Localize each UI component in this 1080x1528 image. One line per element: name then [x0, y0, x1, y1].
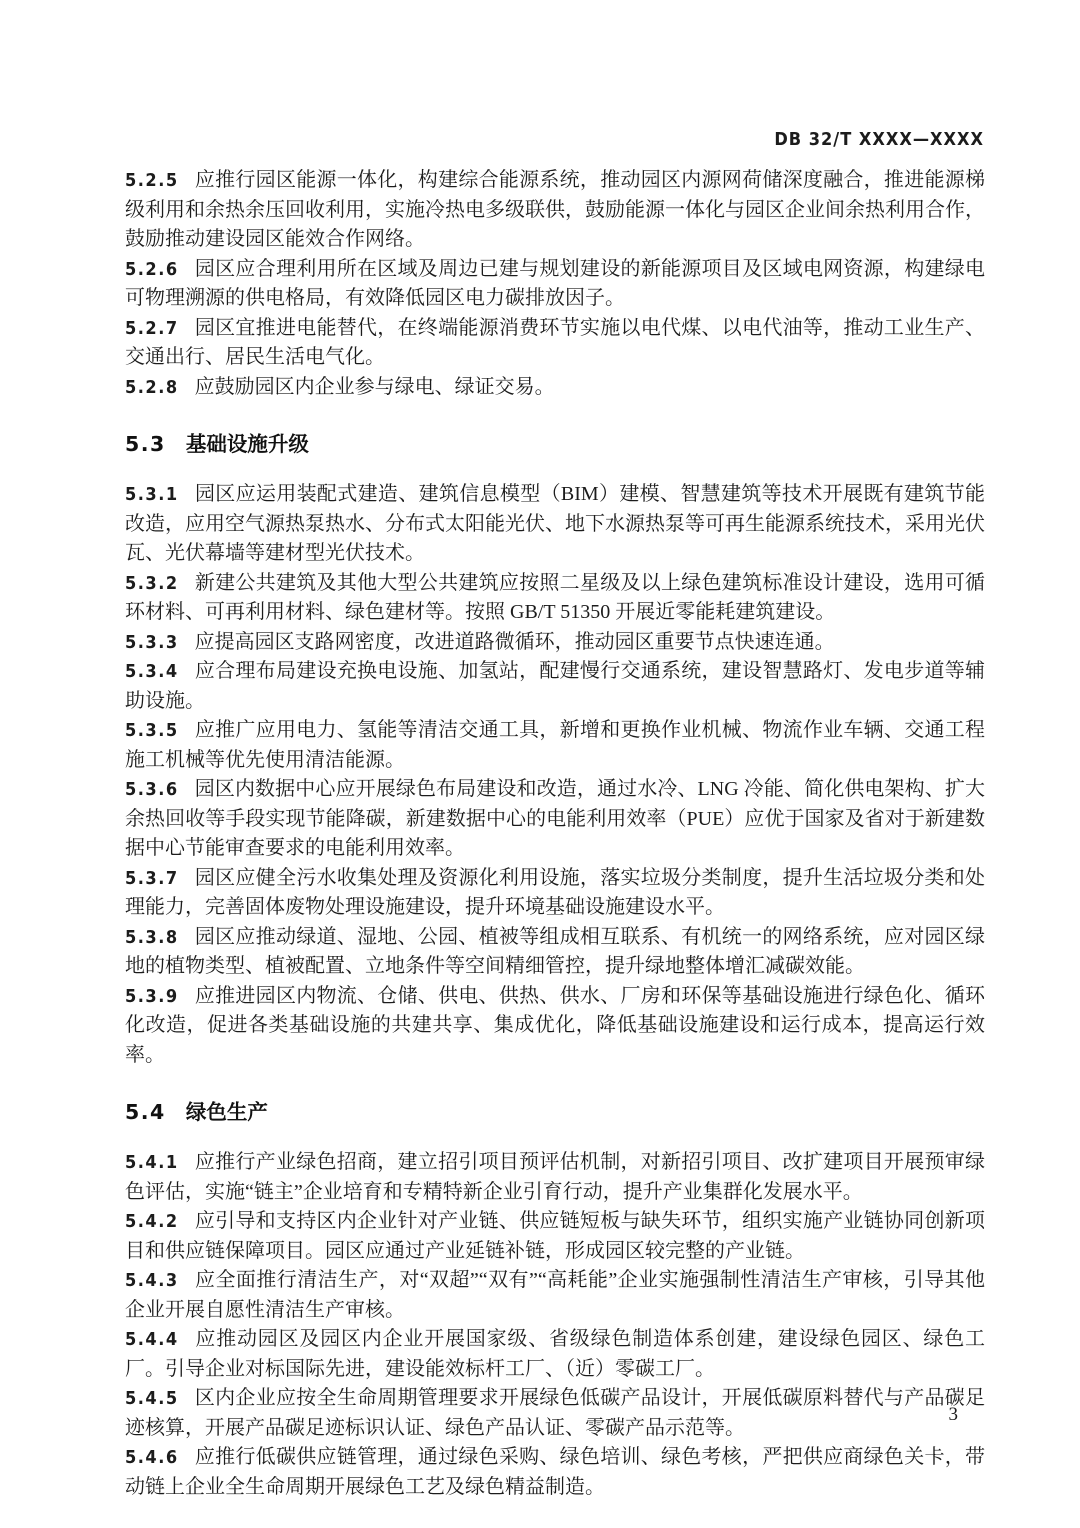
clause-number: 5.4.2 [125, 1211, 179, 1232]
clause-number: 5.4.3 [125, 1270, 179, 1291]
clause-text: 应推进园区内物流、仓储、供电、供热、供水、厂房和环保等基础设施进行绿色化、循环化改造，促进各类基础设施的共建共享、集成优化，降低基础设施建设和运行成本，提高运行效率。 [125, 984, 985, 1066]
clause-number: 5.3.1 [125, 484, 179, 505]
clause-text: 应引导和支持区内企业针对产业链、供应链短板与缺失环节，组织实施产业链协同创新项目和供应链保障项目。园区应通过产业延链补链，形成园区较完整的产业链。 [125, 1210, 985, 1262]
clause-number: 5.3.3 [125, 631, 179, 653]
clause-text: 应推行低碳供应链管理，通过绿色采购、绿色培训、绿色考核，严把供应商绿色关卡，带动链上企业全生命周期开展绿色工艺及绿色精益制造。 [125, 1446, 985, 1498]
clause-paragraph [125, 480, 985, 569]
clause-paragraph [125, 628, 985, 658]
page-footer [949, 1404, 959, 1426]
clause-number: 5.3.5 [125, 720, 179, 741]
clause-text: 园区应健全污水收集处理及资源化利用设施，落实垃圾分类制度，提升生活垃圾分类和处理能力，完善固体废物处理设施建设，提升环境基础设施建设水平。 [125, 866, 985, 918]
section-title: 绿色生产 [185, 1100, 268, 1124]
clause-number: 5.4.6 [125, 1447, 179, 1468]
clause-paragraph [125, 1207, 985, 1266]
clause-text: 园区内数据中心应开展绿色布局建设和改造，通过水冷、LNG 冷能、简化供电架构、扩大余热回收等手段实现节能降碳，新建数据中心的电能利用效率（PUE）应优于国家及省对于新建数据中心节能审查要求的电能利用效率。 [125, 778, 985, 859]
clause-text: 应鼓励园区内企业参与绿电、绿证交易。 [194, 375, 555, 398]
clause-number: 5.3.8 [125, 926, 179, 948]
clause-text: 新建公共建筑及其他大型公共建筑应按照二星级及以上绿色建筑标准设计建设，选用可循环材料、可再利用材料、绿色建材等。按照 GB/T 51350 开展近零能耗建筑建设。 [125, 571, 985, 623]
page-number: 3 [948, 1404, 958, 1425]
clause-paragraph [125, 864, 985, 923]
clause-text: 应全面推行清洁生产，对“双超”“双有”“高耗能”企业实施强制性清洁生产审核，引导其他企业开展自愿性清洁生产审核。 [125, 1269, 985, 1321]
clause-text: 园区应推动绿道、湿地、公园、植被等组成相互联系、有机统一的网络系统，应对园区绿地的植物类型、植被配置、立地条件等空间精细管控，提升绿地整体增汇减碳效能。 [125, 925, 985, 977]
clause-text: 园区应合理利用所在区域及周边已建与规划建设的新能源项目及区域电网资源，构建绿电可物理溯源的供电格局，有效降低园区电力碳排放因子。 [125, 257, 985, 309]
standard-code: DB 32/T XXXX—XXXX [774, 129, 984, 150]
clause-number: 5.3.2 [125, 572, 179, 594]
page-header [774, 129, 984, 150]
clause-paragraph [125, 1325, 985, 1384]
clause-paragraph [125, 775, 985, 864]
section-heading [125, 429, 985, 459]
clause-paragraph [125, 373, 985, 403]
clause-paragraph [125, 166, 985, 255]
section-number: 5.3 [125, 432, 166, 456]
clause-text: 应推行产业绿色招商，建立招引项目预评估机制，对新招引项目、改扩建项目开展预审绿色评估，实施“链主”企业培育和专精特新企业引育行动，提升产业集群化发展水平。 [125, 1151, 985, 1203]
clause-text: 园区宜推进电能替代，在终端能源消费环节实施以电代煤、以电代油等，推动工业生产、交通出行、居民生活电气化。 [125, 316, 985, 368]
clause-number: 5.2.8 [125, 376, 179, 398]
clause-paragraph [125, 314, 985, 373]
clause-paragraph [125, 716, 985, 775]
document-body [125, 166, 985, 1502]
clause-text: 区内企业应按全生命周期管理要求开展绿色低碳产品设计，开展低碳原料替代与产品碳足迹核算，开展产品碳足迹标识认证、绿色产品认证、零碳产品示范等。 [125, 1387, 985, 1439]
clause-number: 5.3.4 [125, 661, 179, 682]
clause-number: 5.4.4 [125, 1329, 179, 1350]
clause-text: 应提高园区支路网密度，改进道路微循环，推动园区重要节点快速连通。 [194, 630, 835, 653]
clause-text: 应推行园区能源一体化，构建综合能源系统，推动园区内源网荷储深度融合，推进能源梯级利用和余热余压回收利用，实施冷热电多级联供，鼓励能源一体化与园区企业间余热利用合作，鼓励推动建设园区能效合作网络。 [125, 169, 985, 250]
section-heading [125, 1097, 985, 1127]
clause-number: 5.3.6 [125, 779, 179, 800]
clause-paragraph [125, 569, 985, 628]
clause-text: 应推广应用电力、氢能等清洁交通工具，新增和更换作业机械、物流作业车辆、交通工程施工机械等优先使用清洁能源。 [125, 719, 985, 771]
clause-number: 5.3.7 [125, 867, 179, 889]
clause-text: 应合理布局建设充换电设施、加氢站，配建慢行交通系统，建设智慧路灯、发电步道等辅助设施。 [125, 660, 985, 712]
clause-paragraph [125, 923, 985, 982]
clause-number: 5.4.1 [125, 1152, 179, 1173]
clause-number: 5.2.6 [125, 258, 179, 280]
clause-paragraph [125, 1384, 985, 1443]
clause-text: 园区应运用装配式建造、建筑信息模型（BIM）建模、智慧建筑等技术开展既有建筑节能改造，应用空气源热泵热水、分布式太阳能光伏、地下水源热泵等可再生能源系统技术，采用光伏瓦、光伏幕墙等建材型光伏技术。 [125, 483, 985, 564]
clause-number: 5.2.7 [125, 317, 179, 339]
clause-paragraph [125, 255, 985, 314]
clause-paragraph [125, 1148, 985, 1207]
clause-paragraph [125, 982, 985, 1071]
section-number: 5.4 [125, 1100, 166, 1124]
clause-text: 应推动园区及园区内企业开展国家级、省级绿色制造体系创建，建设绿色园区、绿色工厂。引导企业对标国际先进，建设能效标杆工厂、（近）零碳工厂。 [125, 1328, 985, 1380]
clause-paragraph [125, 657, 985, 716]
section-title: 基础设施升级 [185, 432, 309, 456]
clause-number: 5.2.5 [125, 170, 179, 191]
clause-number: 5.3.9 [125, 985, 179, 1007]
clause-paragraph [125, 1443, 985, 1502]
clause-number: 5.4.5 [125, 1388, 179, 1409]
clause-paragraph [125, 1266, 985, 1325]
